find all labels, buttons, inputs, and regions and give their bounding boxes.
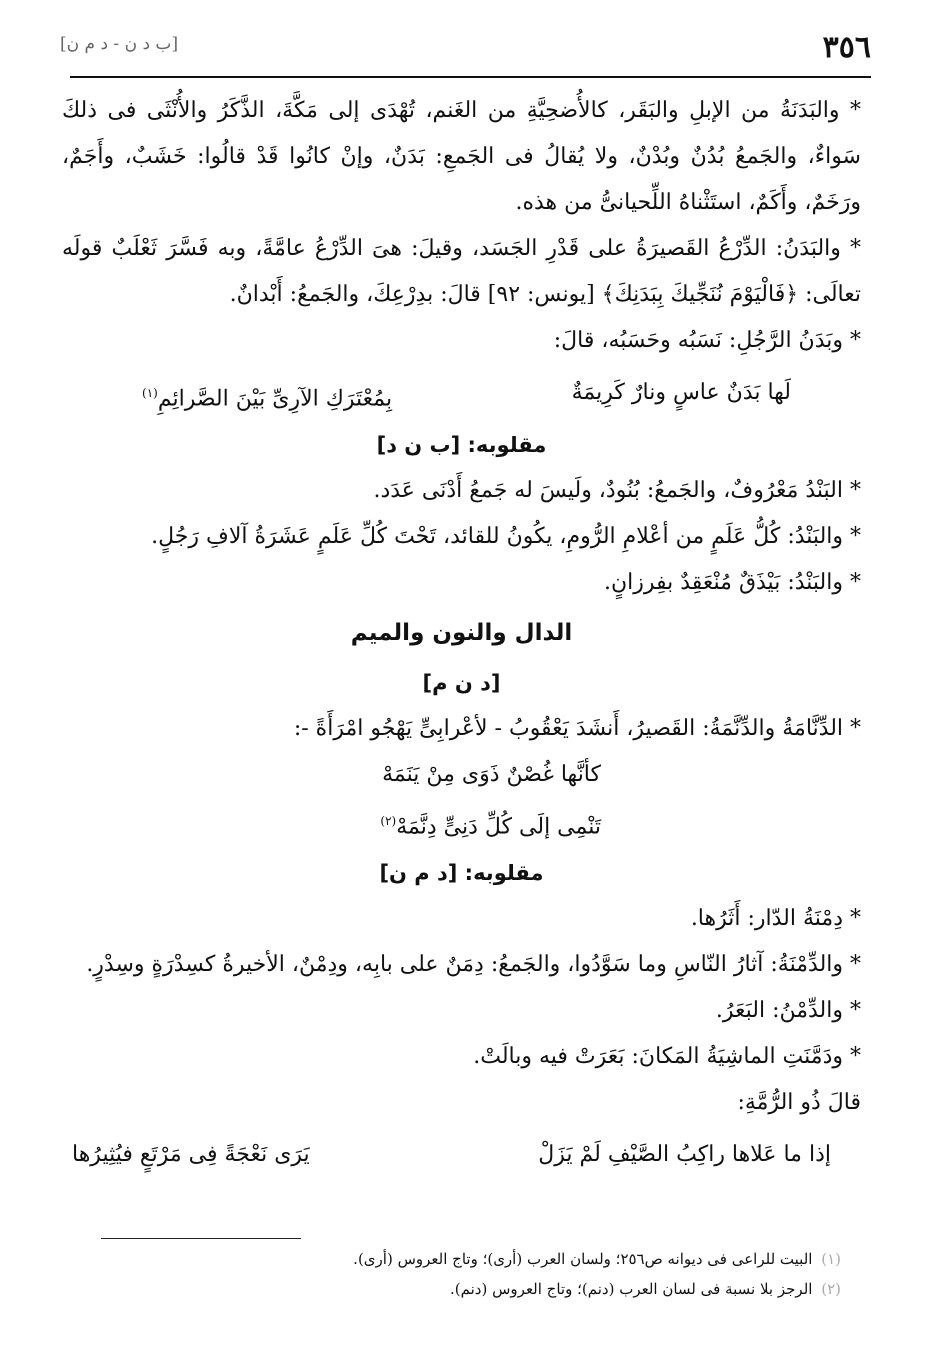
footnote-mark: (٢) bbox=[821, 1280, 841, 1298]
section-heading: [د ن م] bbox=[422, 671, 501, 695]
chapter-heading: الدال والنون والميم bbox=[350, 620, 573, 646]
entry-paragraph: * البَنْدُ مَعْرُوفٌ، والجَمعُ: بُنُودٌ، ولَيسَ له جَمعُ أَدْنَى عَدَد. bbox=[373, 478, 861, 503]
entry-paragraph: * والدِّمْنَةُ: آثارُ النّاسِ وما سَوَّدُوا، والجَمعُ: دِمَنٌ على بابِه، ودِمْنٌ، الأخيرةُ كسِدْرَةٍ وسِدْرٍ. bbox=[86, 952, 861, 978]
section-heading: مقلوبه: [ب ن د] bbox=[376, 433, 547, 457]
footnote-text: الرجز بلا نسبة فى لسان العرب (دنم)؛ وتاج العروس (دنم). bbox=[450, 1280, 813, 1298]
page-body bbox=[62, 88, 861, 1184]
footnote-ref: (١) bbox=[142, 386, 158, 400]
entry-paragraph: * الدِّنَّامَةُ والدِّنَّمَةُ: القَصيرُ، أَنشَدَ يَعْقُوبُ - لأعْرابِىٍّ يَهْجُو امْرَأَةً -: bbox=[293, 716, 861, 741]
footnote-rule bbox=[101, 1238, 301, 1239]
footnote-text: البيت للراعى فى ديوانه ص٢٥٦؛ ولسان العرب (أرى)؛ وتاج العروس (أرى). bbox=[353, 1250, 813, 1268]
entry-paragraph: قالَ ذُو الرُّمَّةِ: bbox=[737, 1090, 861, 1116]
footnote bbox=[80, 1274, 841, 1304]
footnote-mark: (١) bbox=[821, 1250, 841, 1268]
verse-line bbox=[62, 1126, 861, 1184]
verse-hemistich-text: بِمُعْتَرَكِ الآرِىِّ بَيْنَ الصَّرائِمِ bbox=[157, 386, 393, 412]
verse-hemistich-second: يَرَى نَعْجَةً فِى مَرْتَعٍ فيُثِيرُها bbox=[72, 1142, 310, 1168]
page-header bbox=[60, 28, 871, 68]
section-heading: مقلوبه: [د م ن] bbox=[379, 861, 544, 886]
entry-paragraph: * والبَنْدُ: بَيْذَقٌ مُنْعَقِدٌ بفِرزانٍ. bbox=[603, 570, 861, 595]
entry-paragraph: * والبَدَنَةُ من الإبلِ والبَقَر، كالأُضحِيَّةِ من الغَنم، تُهْدَى إلى مَكَّةَ، الذَّكَرُ والأُنْثَى فى ذلكَ سَواءٌ، والجَمعُ بُدُنٌ وبُدْنٌ، ولا يُقالُ فى الجَمعِ: بَدَنٌ، وإنْ كانُوا قَدْ قالُوا: خَشَبٌ، وأَجَمٌ، ورَخَمٌ، وأَكَمٌ، استَثْناهُ اللِّحيانىُّ من هذه. bbox=[62, 98, 861, 215]
entry-paragraph: * ودَمَّنَتِ الماشِيَةُ المَكانَ: بَعَرَتْ فيه وبالَتْ. bbox=[473, 1044, 861, 1070]
verse-hemistich-first: لَها بَدَنٌ عاسٍ ونارٌ كَرِيمَةٌ bbox=[571, 380, 791, 405]
entry-paragraph: * وبَدَنُ الرَّجُلِ: نَسَبُه وحَسَبُه، قالَ: bbox=[553, 328, 861, 353]
verse-line-text: تَنْمِى إلَى كُلِّ دَنِىٍّ دِنَّمَهْ bbox=[396, 814, 601, 840]
verse-line bbox=[62, 798, 601, 850]
entry-paragraph: * والبَدَنُ: الدِّرْعُ القَصيرَةُ على قَدْرِ الجَسَد، وقيلَ: هىَ الدِّرْعُ عامَّةً، وبه فَسَّرَ ثَعْلَبٌ قولَه تعالَى: ﴿فَالْيَوْمَ نُنَجِّيكَ بِبَدَنِكَ﴾ [يونس: ٩٢] قالَ: بدِرْعِكَ، والجَمعُ: أَبْدانٌ. bbox=[62, 236, 861, 307]
running-head: [ب د ن - د م ن] bbox=[60, 34, 179, 54]
entry-paragraph: * دِمْنَةُ الدّار: أَثَرُها. bbox=[690, 906, 861, 932]
header-rule bbox=[70, 76, 871, 78]
footnote bbox=[80, 1244, 841, 1274]
verse-hemistich-second bbox=[142, 364, 392, 422]
verse-couplet bbox=[62, 752, 861, 850]
verse-line: كأنَّها غُصْنٌ ذَوَى مِنْ يَنَمَهْ bbox=[382, 762, 601, 787]
verse-hemistich-first: إذا ما عَلاها راكِبُ الصَّيْفِ لَمْ يَزَلْ bbox=[538, 1142, 831, 1168]
verse-line bbox=[62, 364, 861, 422]
page-number: ٣٥٦ bbox=[822, 30, 871, 65]
entry-paragraph: * والبَنْدُ: كُلُّ عَلَمٍ من أعْلامِ الرُّومِ، يكُونُ للقائد، تَحْتَ كُلِّ عَلَمٍ عَشَرَةُ آلافِ رَجُلٍ. bbox=[151, 524, 861, 549]
entry-paragraph: * والدِّمْنُ: البَعَرُ. bbox=[715, 998, 861, 1024]
footnote-ref: (٢) bbox=[380, 814, 397, 828]
footnotes bbox=[80, 1244, 841, 1304]
